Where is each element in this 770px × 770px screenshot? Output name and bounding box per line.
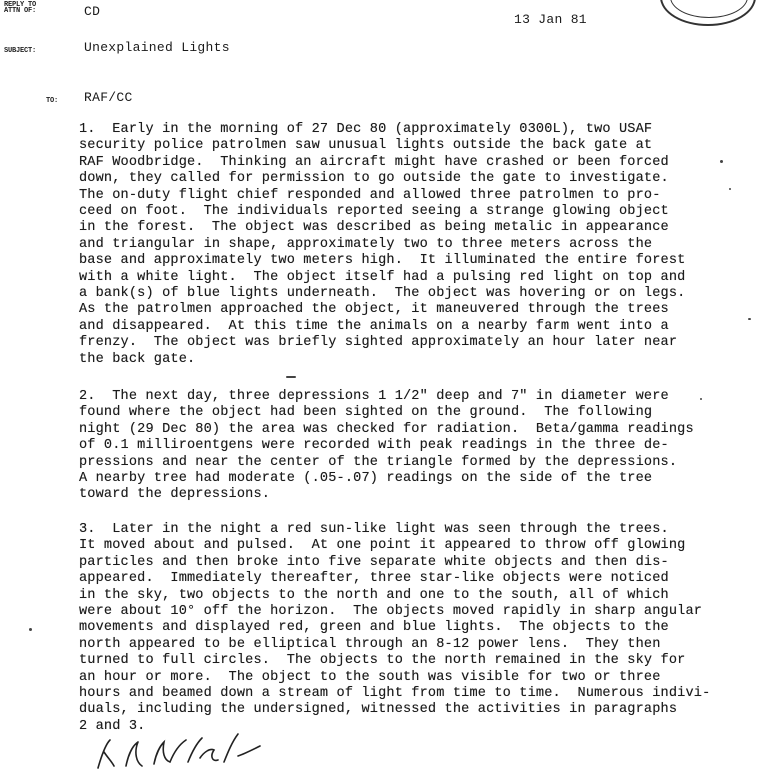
paragraph-line: turned to full circles. The objects to the north remained in the sky for <box>79 653 686 669</box>
paragraph-line: the back gate. <box>79 351 196 367</box>
handwritten-signature <box>92 728 282 770</box>
paragraph-line: and disappeared. At this time the animals on a nearby farm went into a <box>79 318 669 334</box>
subject-value: Unexplained Lights <box>84 40 230 55</box>
paragraph-line: an hour or more. The object to the south was visible for two or three <box>79 669 661 685</box>
scan-speck <box>748 318 751 320</box>
paragraph-line: night (29 Dec 80) the area was checked for radiation. Beta/gamma readings <box>79 421 694 437</box>
paragraph-line: RAF Woodbridge. Thinking an aircraft might have crashed or been forced <box>79 154 669 170</box>
scan-mark <box>286 376 296 378</box>
paragraph-line: particles and then broke into five separate white objects and then dis- <box>79 554 669 570</box>
paragraph-line: and triangular in shape, approximately two to three meters across the <box>79 236 653 252</box>
paragraph-line: hours and beamed down a stream of light from time to time. Numerous indivi- <box>79 686 711 702</box>
paragraph-line: A nearby tree had moderate (.05-.07) readings on the side of the tree <box>79 471 653 487</box>
paragraph-1 <box>79 122 729 368</box>
paragraph-line: north appeared to be elliptical through an 8-12 power lens. They then <box>79 636 661 652</box>
paragraph-line: found where the object had been sighted on the ground. The following <box>79 405 653 421</box>
paragraph-line: in the forest. The object was described as being metalic in appearance <box>79 220 669 236</box>
paragraph-line: of 0.1 milliroentgens were recorded with peak readings in the three de- <box>79 438 669 454</box>
paragraph-line: down, they called for permission to go outside the gate to investigate. <box>79 171 669 187</box>
paragraph-line: appeared. Immediately thereafter, three star-like objects were noticed <box>79 571 669 587</box>
paragraph-line: a bank(s) of blue lights underneath. The object was hovering or on legs. <box>79 286 686 302</box>
paragraph-line: It moved about and pulsed. At one point it appeared to throw off glowing <box>79 538 686 554</box>
reply-to-label-line2: ATTN OF: <box>4 7 37 15</box>
scan-speck <box>729 188 731 190</box>
paragraph-line: toward the depressions. <box>79 487 271 503</box>
paragraph-line: 2 and 3. <box>79 718 146 734</box>
subject-label: SUBJECT: <box>4 47 37 55</box>
to-value: RAF/CC <box>84 90 133 105</box>
paragraph-line: ceed on foot. The individuals reported seeing a strange glowing object <box>79 204 669 220</box>
paragraph-line: duals, including the undersigned, witnessed the activities in paragraphs <box>79 702 678 718</box>
memo-date: 13 Jan 81 <box>514 12 587 27</box>
scan-speck <box>700 398 702 400</box>
paragraph-line: frenzy. The object was briefly sighted approximately an hour later near <box>79 335 678 351</box>
paragraph-line: 3. Later in the night a red sun-like light was seen through the trees. <box>79 522 669 537</box>
reply-to-label <box>4 2 36 14</box>
reply-to-label-line1: REPLY TO <box>4 1 37 9</box>
paragraph-2 <box>79 389 729 504</box>
paragraph-3 <box>79 522 729 735</box>
paragraph-line: The on-duty flight chief responded and allowed three patrolmen to pro- <box>79 187 661 203</box>
paragraph-line: in the sky, two objects to the north and one to the south, all of which <box>79 587 669 603</box>
paragraph-line: security police patrolmen saw unusual lights outside the back gate at <box>79 138 653 154</box>
from-office: CD <box>84 4 101 19</box>
paragraph-line: were about 10° off the horizon. The objects moved rapidly in sharp angular <box>79 604 703 620</box>
paragraph-line: movements and displayed red, green and blue lights. The objects to the <box>79 620 669 636</box>
scan-speck <box>720 160 723 163</box>
paragraph-line: 1. Early in the morning of 27 Dec 80 (approximately 0300L), two USAF <box>79 122 653 137</box>
to-label: TO: <box>46 97 59 105</box>
scan-speck <box>29 628 32 631</box>
paragraph-line: with a white light. The object itself had a pulsing red light on top and <box>79 269 686 285</box>
paragraph-line: pressions and near the center of the triangle formed by the depressions. <box>79 454 678 470</box>
paragraph-line: 2. The next day, three depressions 1 1/2" deep and 7" in diameter were <box>79 389 669 404</box>
paragraph-line: base and approximately two meters high. It illuminated the entire forest <box>79 253 686 269</box>
paragraph-line: As the patrolmen approached the object, it maneuvered through the trees <box>79 302 669 318</box>
